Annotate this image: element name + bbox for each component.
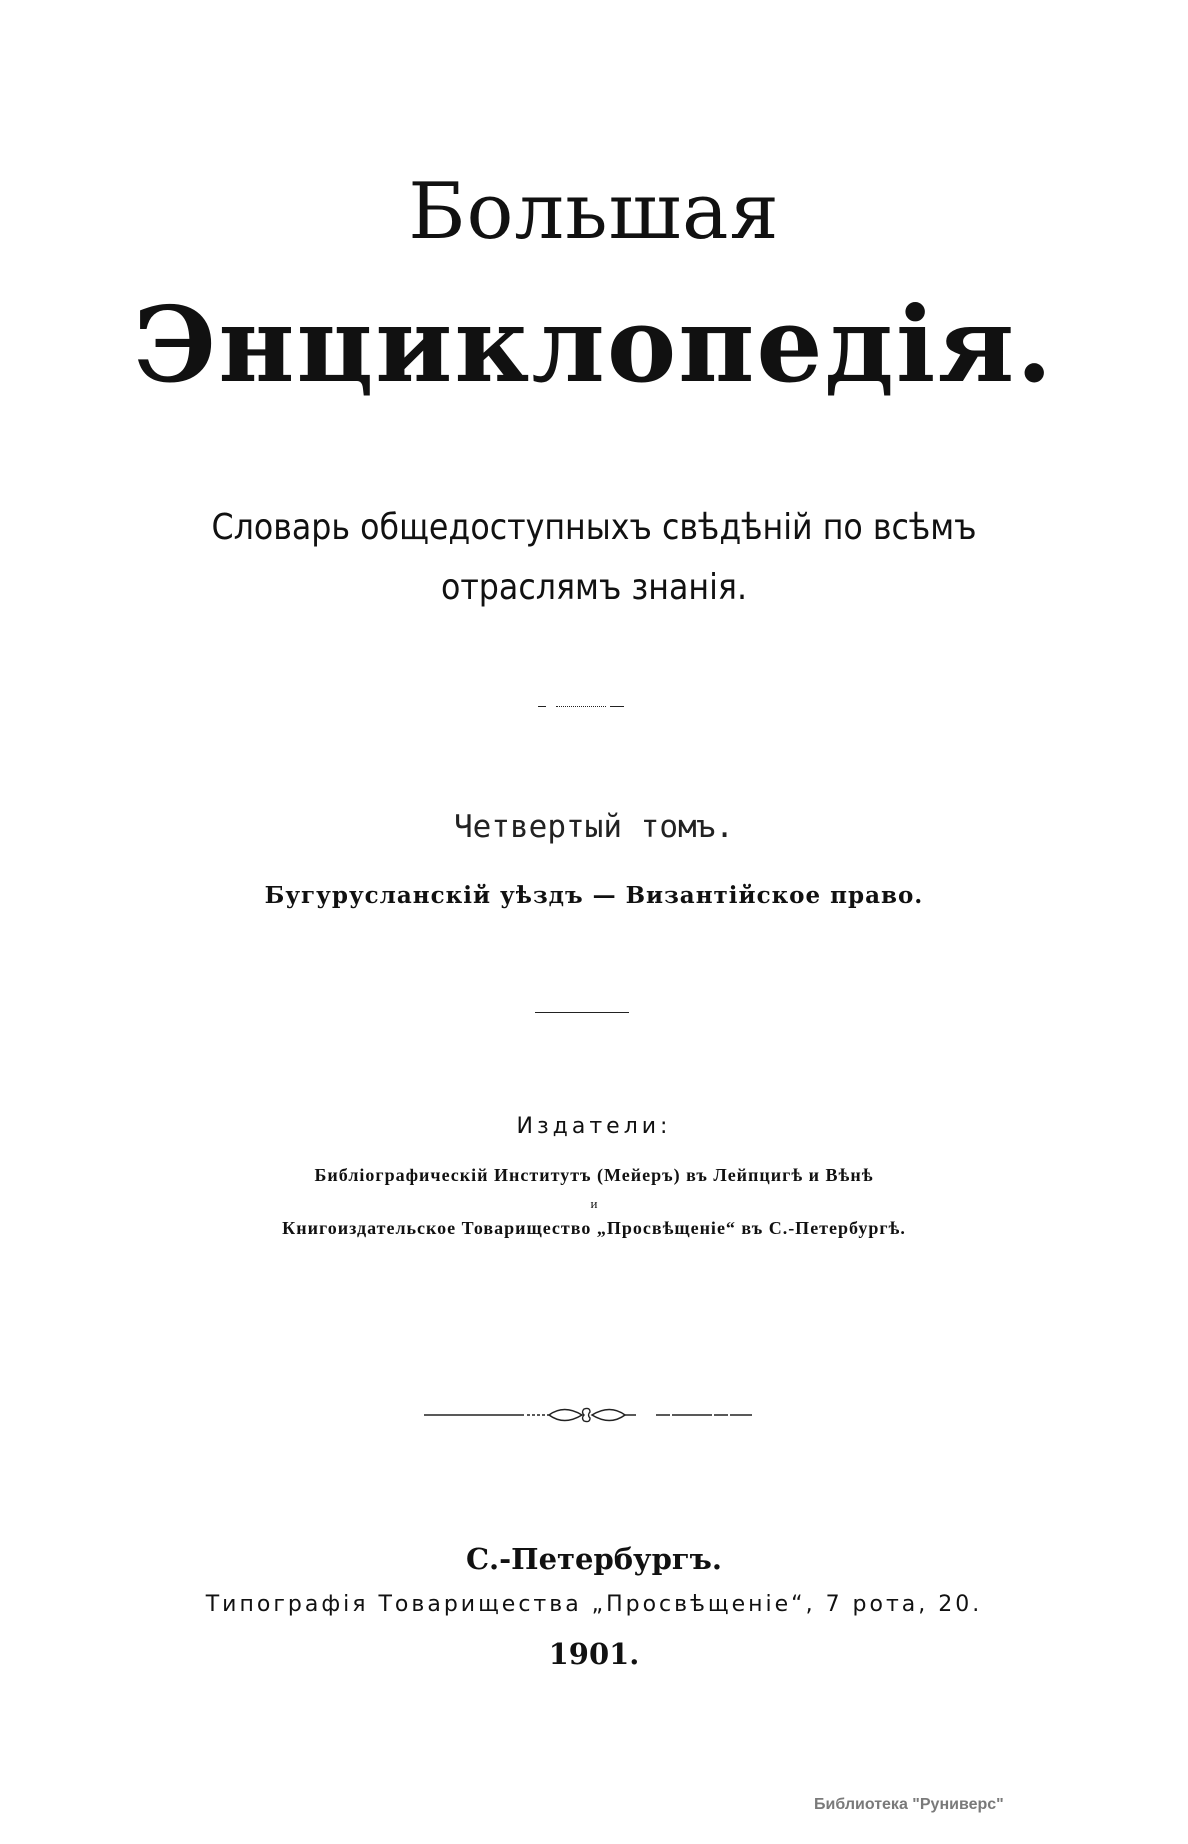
volume-range: Бугурусланскій уѣздъ — Византійское право. xyxy=(264,882,924,909)
subtitle-line-1: Словарь общедоступныхъ свѣдѣній по всѣмъ xyxy=(211,507,977,548)
year-line: 1901. xyxy=(548,1637,640,1671)
volume-title: Четвертый томъ. xyxy=(454,809,734,845)
city-line: С.-Петербургъ. xyxy=(465,1542,723,1576)
publisher-conjunction: и xyxy=(590,1196,598,1211)
publishers-label: Издатели: xyxy=(516,1114,672,1139)
library-watermark: Библиотека "Руниверс" xyxy=(814,1796,1004,1813)
printer-line: Типографія Товарищества „Просвѣщеніе“, 7 рота, 20. xyxy=(205,1592,983,1617)
ornament-divider xyxy=(424,1403,752,1427)
title-line-2: Энциклопедія. xyxy=(133,283,1055,406)
subtitle-line-2: отраслямъ знанія. xyxy=(440,567,748,608)
publisher-2: Книгоиздательское Товарищество „Просвѣщеніе“ въ С.-Петербургѣ. xyxy=(282,1218,906,1238)
publisher-1: Библіографическій Институтъ (Мейеръ) въ Лейпцигѣ и Вѣнѣ xyxy=(314,1165,874,1185)
title-line-1: Большая xyxy=(408,167,780,257)
